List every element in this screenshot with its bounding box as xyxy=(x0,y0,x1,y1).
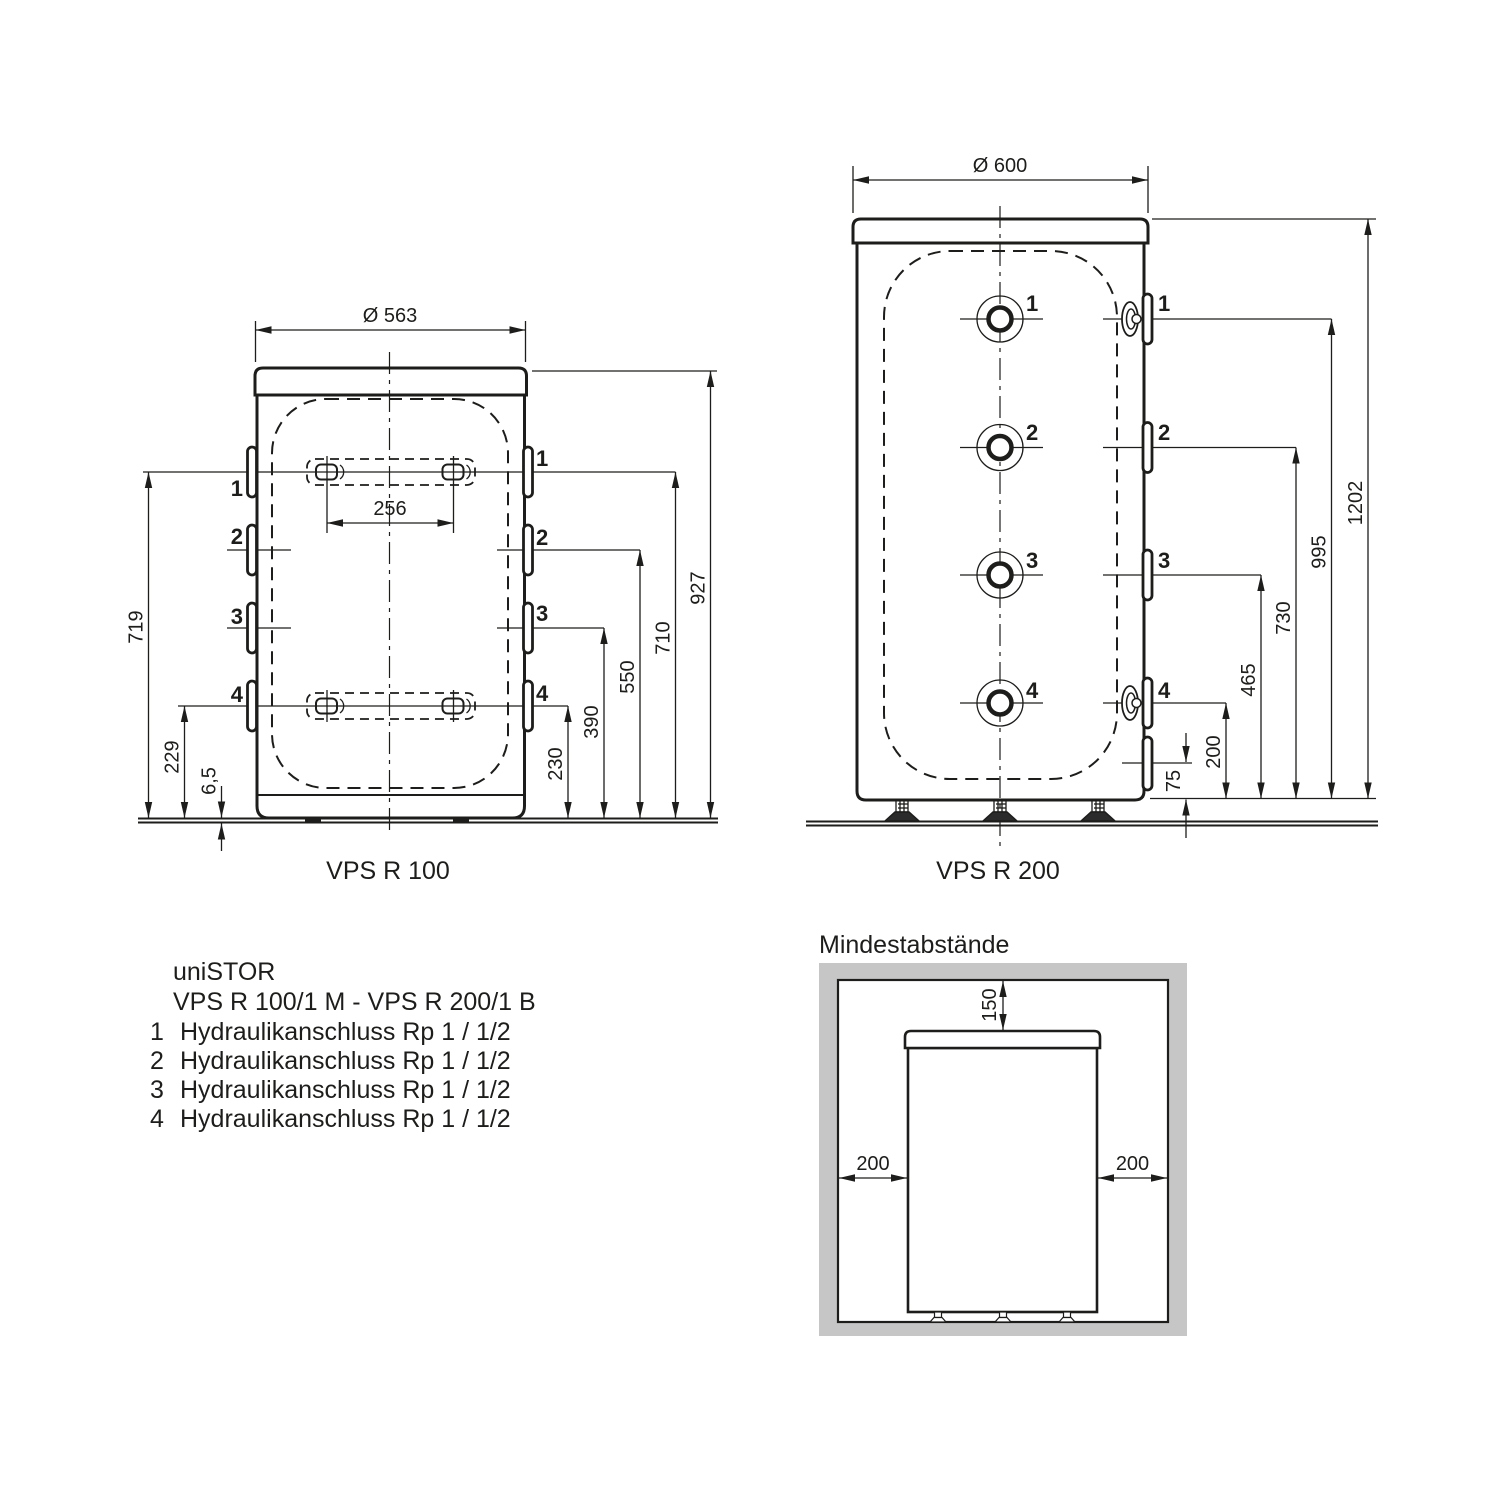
connection-4-label: 4 xyxy=(1158,678,1171,703)
drawing-caption: VPS R 100 xyxy=(326,857,450,885)
clearance-tank-body xyxy=(908,1048,1097,1312)
right-dimension-stack xyxy=(1150,219,1376,838)
clearance-diagram xyxy=(819,931,1187,1336)
left-dimension-stack xyxy=(126,472,222,851)
legend-item-text: Hydraulikanschluss Rp 1 / 1/2 xyxy=(180,1047,511,1075)
clearance-left-label: 200 xyxy=(856,1153,890,1175)
dim-diameter-label: Ø 600 xyxy=(972,155,1028,177)
diameter-dimension xyxy=(256,305,526,362)
dim-1202-label: 1202 xyxy=(1345,480,1367,526)
connection-1-label: 1 xyxy=(1026,291,1039,316)
connection-labels-left xyxy=(231,476,244,707)
clearance-tank-cap xyxy=(905,1031,1100,1048)
tank-cap xyxy=(255,368,527,395)
connection-4-label: 4 xyxy=(230,682,243,707)
legend-item-text: Hydraulikanschluss Rp 1 / 1/2 xyxy=(180,1018,511,1046)
dim-200-label: 200 xyxy=(1203,735,1225,769)
legend-item-index: 4 xyxy=(150,1105,164,1133)
clearance-top-label: 150 xyxy=(979,988,1001,1022)
tank-foot-pad xyxy=(305,818,321,823)
connection-3-label: 3 xyxy=(1158,548,1171,573)
connection-1-label: 1 xyxy=(230,476,243,501)
legend-item xyxy=(150,1018,511,1046)
connection-2-label: 2 xyxy=(1026,420,1039,445)
tank-foot-pad xyxy=(453,818,469,823)
legend-item-index: 3 xyxy=(150,1076,164,1104)
dim-230-label: 230 xyxy=(545,747,567,781)
connection-3-label: 3 xyxy=(1026,548,1039,573)
dim-730-label: 730 xyxy=(1273,601,1295,635)
right-dimension-stack xyxy=(532,371,717,818)
dim-229-label: 229 xyxy=(161,740,184,774)
floor-lines-right xyxy=(806,822,1378,826)
vps-r-100-drawing xyxy=(126,305,719,885)
legend-item xyxy=(150,1047,511,1075)
foot xyxy=(885,800,919,821)
legend xyxy=(150,958,536,1133)
clearance-title: Mindestabstände xyxy=(819,931,1010,959)
legend-item-text: Hydraulikanschluss Rp 1 / 1/2 xyxy=(180,1105,511,1133)
dim-465-label: 465 xyxy=(1238,663,1260,697)
connection-3-label: 3 xyxy=(536,601,549,626)
legend-item-text: Hydraulikanschluss Rp 1 / 1/2 xyxy=(180,1076,511,1104)
legend-models: VPS R 100/1 M - VPS R 200/1 B xyxy=(173,988,536,1016)
legend-item-index: 2 xyxy=(150,1047,164,1075)
connection-labels-right xyxy=(536,446,549,706)
connection-2-label: 2 xyxy=(1158,420,1171,445)
adjustable-feet xyxy=(885,800,1115,821)
vps-r-200-drawing xyxy=(806,155,1378,885)
dim-710-label: 710 xyxy=(652,621,675,655)
drawing-caption: VPS R 200 xyxy=(936,857,1060,885)
diameter-dimension xyxy=(853,155,1148,213)
clearance-right-label: 200 xyxy=(1115,1153,1150,1175)
connection-4-label: 4 xyxy=(536,681,549,706)
dim-995-label: 995 xyxy=(1308,535,1331,569)
foot xyxy=(1081,800,1115,821)
dim-256-label: 256 xyxy=(373,498,407,520)
dim-390-label: 390 xyxy=(581,705,603,739)
connection-2-label: 2 xyxy=(536,525,549,550)
tank-body xyxy=(257,393,525,818)
connection-1-label: 1 xyxy=(1158,291,1171,316)
connection-labels-outer xyxy=(1158,291,1171,703)
dim-550-label: 550 xyxy=(617,660,639,694)
connection-1-label: 1 xyxy=(536,446,549,471)
foot xyxy=(983,800,1017,821)
dim-75-label: 75 xyxy=(1163,769,1185,793)
legend-product-line: uniSTOR xyxy=(173,958,276,986)
dim-diameter-label: Ø 563 xyxy=(362,305,418,327)
connection-4-label: 4 xyxy=(1026,678,1039,703)
connection-3-label: 3 xyxy=(230,604,243,629)
dim-6-5-label: 6,5 xyxy=(198,767,221,795)
connection-2-label: 2 xyxy=(230,524,243,549)
legend-item-index: 1 xyxy=(150,1018,164,1046)
legend-item xyxy=(150,1105,511,1133)
dim-719-label: 719 xyxy=(125,610,148,644)
dim-927-label: 927 xyxy=(687,571,710,605)
legend-item xyxy=(150,1076,511,1104)
